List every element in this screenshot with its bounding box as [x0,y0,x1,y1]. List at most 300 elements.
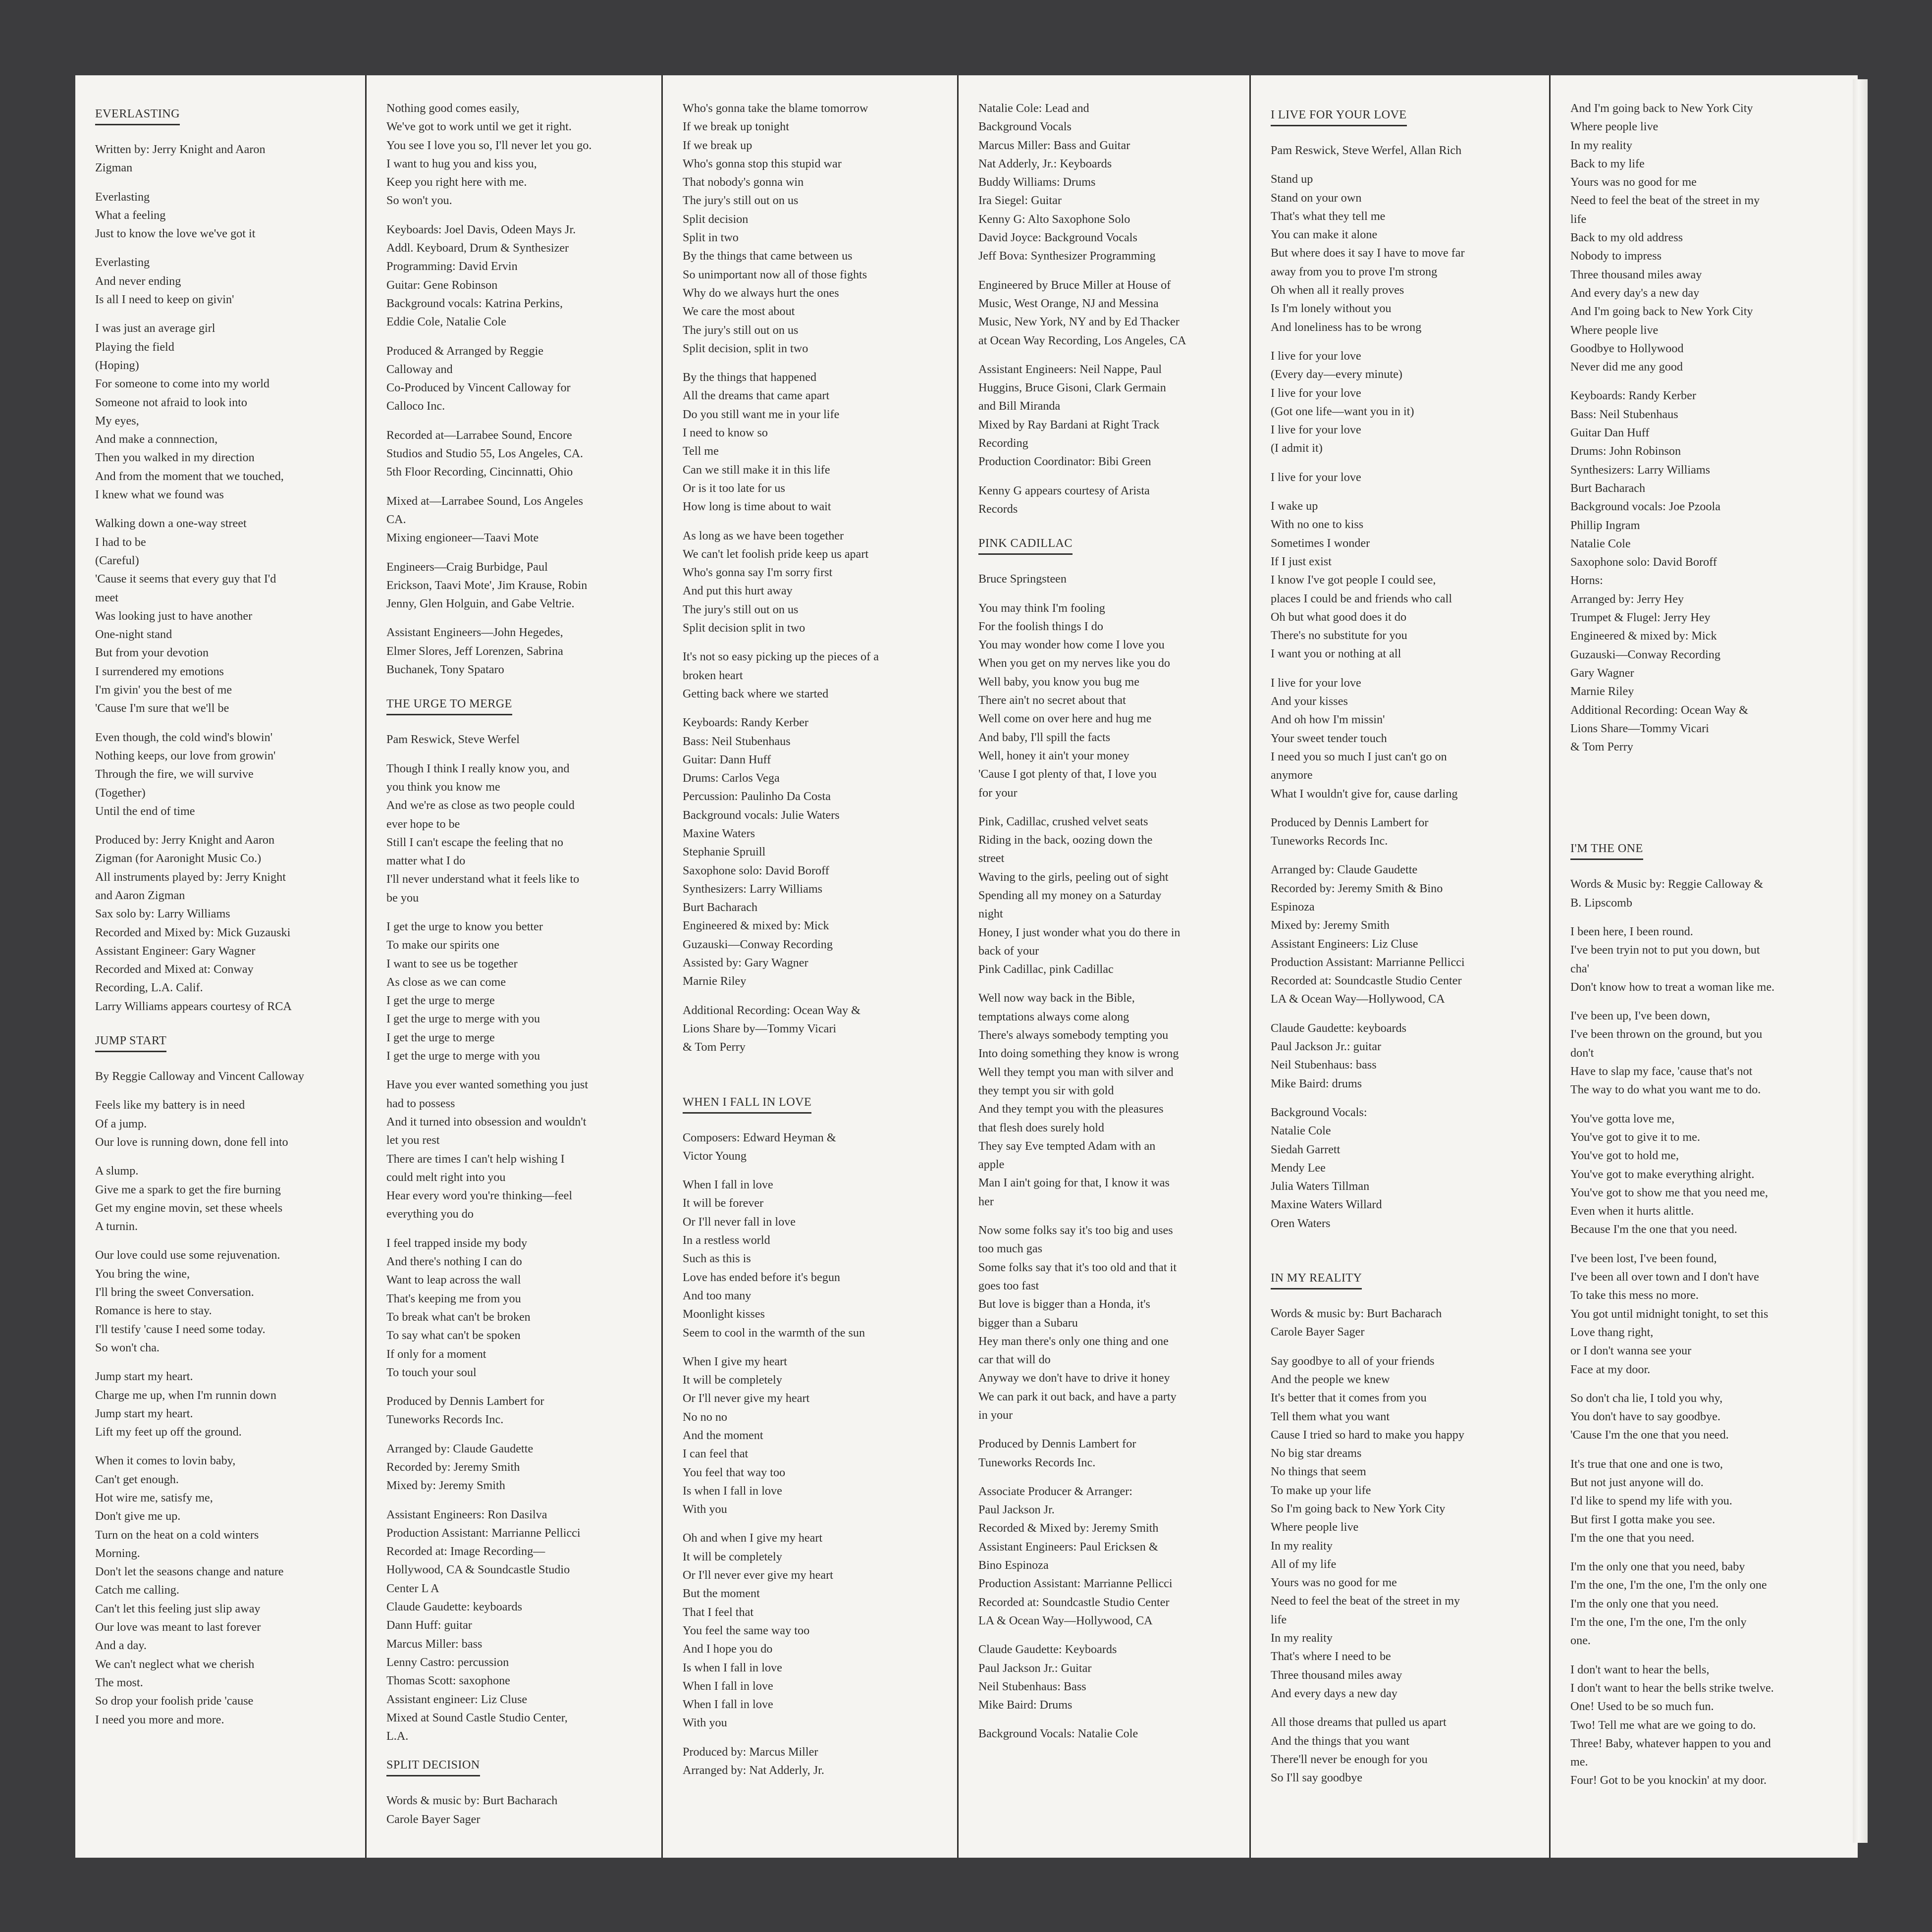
text-line: I don't want to hear the bells strike twelve. [1570,1681,1774,1695]
text-line: To break what can't be broken [386,1310,531,1324]
text-line: away from you to prove I'm strong [1271,265,1438,278]
text-line: broken heart [683,668,743,682]
text-line: ever hope to be [386,817,460,831]
text-line: When I fall in love [683,1698,773,1712]
text-line: Assistant Engineers: Neil Nappe, Paul [978,362,1162,376]
song-title: SPLIT DECISION [386,1757,480,1776]
text-line: Arranged by: Nat Adderly, Jr. [683,1764,824,1777]
text-line: I live for your love [1271,349,1361,363]
text-line: bigger than a Subaru [978,1316,1078,1330]
text-line: Additional Recording: Ocean Way & [683,1003,860,1017]
text-block [386,1234,644,1382]
text-block [978,1482,1233,1630]
text-line: I can feel that [683,1447,749,1461]
text-line: Assistant Engineer: Gary Wagner [95,944,256,958]
text-line: Your sweet tender touch [1271,731,1387,745]
text-line: everything you do [386,1207,474,1221]
text-line: Natalie Cole [1570,537,1631,550]
text-line: (Every day—every minute) [1271,368,1402,381]
text-line: I been here, I been round. [1570,924,1693,938]
text-line: Studios and Studio 55, Los Angeles, CA. [386,447,584,461]
text-line: To make up your life [1271,1483,1371,1497]
text-line: I've been thrown on the ground, but you [1570,1027,1763,1041]
text-line: To touch your soul [386,1365,477,1379]
text-line: No big star dreams [1271,1447,1362,1460]
text-line: life [1271,1612,1287,1626]
text-line: Paul Jackson Jr.: Guitar [978,1661,1092,1675]
text-line: And I'm going back to New York City [1570,102,1753,115]
text-line: A slump. [95,1164,139,1178]
text-line: Recorded at: Image Recording— [386,1545,545,1558]
text-line: So drop your foolish pride 'cause [95,1694,254,1708]
text-block [95,319,348,504]
text-line: Don't let the seasons change and nature [95,1565,284,1579]
text-line: Neil Stubenhaus: bass [1271,1058,1377,1072]
text-line: Have you ever wanted something you just [386,1078,589,1092]
text-line: Keyboards: Joel Davis, Odeen Mays Jr. [386,222,576,236]
text-block [978,1640,1233,1714]
text-line: Back to my old address [1570,231,1683,245]
text-line: that flesh does surely hold [978,1121,1104,1134]
text-line: Hear every word you're thinking—feel [386,1189,573,1203]
text-line: Three thousand miles away [1570,268,1702,281]
text-line: Kenny G appears courtesy of Arista [978,483,1150,497]
text-line: And from the moment that we touched, [95,469,284,483]
text-block [95,188,348,243]
text-line: Man I ain't going for that, I know it was [978,1176,1170,1190]
text-line: Romance is here to stay. [95,1304,212,1318]
text-line: With no one to kiss [1271,518,1364,532]
text-line: Our love could use some rejuvenation. [95,1248,280,1262]
text-block [683,527,940,638]
text-line: One! Used to be so much fun. [1570,1700,1714,1714]
text-line: Oh and when I give my heart [683,1531,823,1545]
text-line: Burt Bacharach [683,901,758,914]
text-line: What I wouldn't give for, cause darling [1271,787,1458,801]
text-line: Elmer Slores, Jeff Lorenzen, Sabrina [386,644,563,658]
text-line: Dann Huff: guitar [386,1618,472,1632]
text-line: Claude Gaudette: Keyboards [978,1643,1117,1657]
text-block [1570,1110,1841,1239]
text-line: Recorded and Mixed at: Conway [95,963,254,976]
text-line: I live for your love [1271,423,1361,437]
song-title: PINK CADILLAC [978,536,1073,555]
text-line: Tuneworks Records Inc. [978,1455,1096,1469]
text-line: Yours was no good for me [1271,1576,1397,1590]
text-line: Recorded & Mixed by: Jeremy Smith [978,1521,1159,1535]
text-block [1570,1557,1841,1650]
text-line: Assisted by: Gary Wagner [683,956,808,970]
text-line: Tell them what you want [1271,1409,1390,1423]
text-line: Production Assistant: Marrianne Pellicci [978,1577,1173,1591]
text-line: Additional Recording: Ocean Way & [1570,703,1748,717]
text-line: Julia Waters Tillman [1271,1180,1370,1193]
text-line: I've been lost, I've been found, [1570,1251,1717,1265]
text-line: As close as we can come [386,975,506,989]
text-block [1271,1103,1532,1233]
text-line: Well baby, you know you bug me [978,675,1139,689]
text-line: Arranged by: Claude Gaudette [1271,863,1418,877]
text-line: and Bill Miranda [978,399,1061,413]
text-line: Records [978,502,1018,516]
text-line: Production Coordinator: Bibi Green [978,455,1151,469]
text-line: Into doing something they know is wrong [978,1047,1179,1061]
text-line: There ain't no secret about that [978,694,1126,707]
text-line: Keep you right here with me. [386,175,527,189]
text-line: And the people we knew [1271,1372,1390,1386]
text-line: Give me a spark to get the fire burning [95,1182,281,1196]
text-line: But where does it say I have to move far [1271,246,1465,260]
text-line: Need to feel the beat of the street in my [1570,194,1760,208]
text-line: Associate Producer & Arranger: [978,1484,1132,1498]
text-line: 'Cause it seems that every guy that I'd [95,572,276,586]
text-line: But love is bigger than a Honda, it's [978,1297,1150,1311]
text-block [1570,1389,1841,1445]
text-line: All the dreams that came apart [683,389,830,403]
text-line: Turn on the heat on a cold winters [95,1528,259,1542]
text-block [95,1367,348,1441]
text-line: be you [386,891,419,905]
text-line: There are times I can't help wishing I [386,1152,565,1166]
text-line: Produced & Arranged by Reggie [386,344,544,358]
text-line: Or I'll never give my heart [683,1392,810,1405]
text-line: Cause I tried so hard to make you happy [1271,1428,1464,1442]
text-line: Moonlight kisses [683,1307,765,1321]
text-line: I need you so much I just can't go on [1271,750,1447,763]
text-line: And put this hurt away [683,584,793,598]
text-line: I get the urge to know you better [386,919,543,933]
text-line: And loneliness has to be wrong [1271,320,1422,334]
text-line: I was just an average girl [95,322,215,335]
text-line: Don't give me up. [95,1509,181,1523]
text-line: B. Lipscomb [1570,896,1632,910]
text-line: I'm the one that you need. [1570,1531,1695,1545]
text-line: Assistant Engineers—John Hegedes, [386,626,563,640]
text-line: I feel trapped inside my body [386,1236,528,1250]
text-line: For someone to come into my world [95,377,270,391]
text-line: Nobody to impress [1570,249,1662,263]
text-line: My eyes, [95,414,139,428]
text-line: You may think I'm fooling [978,601,1105,615]
text-line: Engineered & mixed by: Mick [683,919,829,933]
text-line: Kenny G: Alto Saxophone Solo [978,212,1130,226]
text-line: I've been up, I've been down, [1570,1009,1711,1023]
text-line: too much gas [978,1242,1042,1256]
text-line: Background Vocals: Natalie Cole [978,1727,1138,1741]
text-line: In my reality [1271,1539,1333,1553]
text-line: Marcus Miller: bass [386,1637,483,1651]
text-line: That's keeping me from you [386,1291,521,1305]
text-line: Where people live [1271,1520,1359,1534]
text-block [978,570,1233,588]
text-line: Hot wire me, satisfy me, [95,1491,213,1504]
text-line: I live for your love [1271,676,1361,690]
text-line: And your kisses [1271,695,1348,708]
text-line: Engineers—Craig Burbidge, Paul [386,560,548,574]
text-line: Arranged by: Jerry Hey [1570,592,1684,606]
text-line: Goodbye to Hollywood [1570,341,1684,355]
text-line: And too many [683,1288,751,1302]
text-column-3 [661,75,957,1858]
text-line: Guzauski—Conway Recording [1570,647,1720,661]
text-line: There's always somebody tempting you [978,1028,1169,1042]
text-line: And we're as close as two people could [386,799,575,812]
text-line: But first I gotta make you see. [1570,1512,1716,1526]
text-block [95,728,348,820]
text-line: Production Assistant: Marrianne Pellicci [386,1526,581,1540]
text-line: Lions Share by—Tommy Vicari [683,1021,837,1035]
text-line: I've been all over town and I don't have [1570,1270,1759,1284]
text-line: Co-Produced by Vincent Calloway for [386,381,571,395]
text-line: Is when I fall in love [683,1661,782,1674]
text-line: You've got to hold me, [1570,1149,1679,1163]
text-line: Though I think I really know you, and [386,761,570,775]
text-line: You don't have to say goodbye. [1570,1410,1720,1424]
text-line: To say what can't be spoken [386,1329,521,1342]
text-line: Stand up [1271,172,1313,186]
text-line: And it turned into obsession and wouldn't [386,1115,587,1128]
text-block [95,1451,348,1728]
text-line: Back to my life [1570,157,1645,170]
text-line: Well now way back in the Bible, [978,991,1135,1005]
text-line: You bring the wine, [95,1267,190,1281]
text-line: Nothing keeps, our love from growin' [95,749,276,762]
text-line: Anyway we don't have to drive it honey [978,1371,1170,1385]
text-line: Bruce Springsteen [978,572,1067,586]
text-line: Such as this is [683,1252,751,1266]
text-block [1570,1661,1841,1790]
text-line: No no no [683,1410,728,1424]
text-line: But the moment [683,1587,760,1601]
text-line: L.A. [386,1729,409,1743]
text-line: Assistant engineer: Liz Cluse [386,1692,528,1706]
text-line: Words & Music by: Reggie Calloway & [1570,877,1764,891]
text-line: Assistant Engineers: Ron Dasilva [386,1507,547,1521]
text-line: In my reality [1271,1631,1333,1645]
text-line: I had to be [95,535,146,549]
text-line: Zigman (for Aaronight Music Co.) [95,852,262,865]
text-block [683,1743,940,1780]
text-line: Catch me calling. [95,1583,179,1597]
text-line: I want to see us be together [386,957,518,970]
text-line: Or is it too late for us [683,481,785,495]
text-line: Four! Got to be you knockin' at my door. [1570,1773,1767,1787]
text-line: they tempt you sir with gold [978,1083,1114,1097]
text-line: You've gotta love me, [1570,1112,1675,1126]
text-line: It will be completely [683,1550,782,1563]
text-line: It's true that one and one is two, [1570,1457,1723,1471]
text-line: In my reality [1570,138,1632,152]
text-line: I need to know so [683,426,768,440]
text-line: And make a connnection, [95,432,218,446]
text-line: Produced by Dennis Lambert for [1271,815,1429,829]
text-line: Who's gonna stop this stupid war [683,157,842,170]
text-line: Mixing engioneer—Taavi Mote [386,531,539,545]
text-block [683,1001,940,1057]
text-line: anymore [1271,768,1313,782]
text-line: I don't want to hear the bells, [1570,1663,1710,1676]
text-line: Production Assistant: Marrianne Pellicci [1271,955,1465,969]
text-line: Even though, the cold wind's blowin' [95,730,273,744]
text-block [95,1067,348,1085]
text-line: The way to do what you want me to do. [1570,1083,1761,1097]
text-line: Stand on your own [1271,191,1362,205]
text-line: Siedah Garrett [1271,1142,1341,1156]
text-line: Guitar: Gene Robinson [386,278,498,292]
text-line: Sax solo by: Larry Williams [95,907,230,921]
text-line: We can't neglect what we cherish [95,1657,255,1671]
text-line: Guitar: Dann Huff [683,752,771,766]
text-block [386,1075,644,1223]
text-line: Buchanek, Tony Spataro [386,663,504,677]
text-line: and Aaron Zigman [95,888,185,902]
text-line: Split decision, split in two [683,341,808,355]
text-line: Recorded by: Jeremy Smith [386,1460,520,1474]
text-line: (Careful) [95,553,139,567]
text-block [683,1128,940,1166]
text-line: Buddy Williams: Drums [978,175,1096,189]
text-line: I'm the one, I'm the one, I'm the only one [1570,1578,1767,1592]
text-line: Mixed by: Jeremy Smith [1271,918,1390,932]
text-line: Claude Gaudette: keyboards [386,1600,523,1614]
text-line: So unimportant now all of those fights [683,268,867,281]
text-line: (Together) [95,786,146,800]
text-line: Even when it hurts alittle. [1570,1204,1694,1218]
text-line: Say goodbye to all of your friends [1271,1354,1435,1368]
text-line: Espinoza [1271,900,1315,913]
text-line: I get the urge to merge [386,1030,495,1044]
text-line: Getting back where we started [683,687,829,700]
text-block [386,342,644,416]
text-line: If only for a moment [386,1347,486,1361]
song-title: JUMP START [95,1033,166,1052]
text-line: Mixed at—Larrabee Sound, Los Angeles [386,494,583,508]
text-block [95,1096,348,1151]
text-line: Split in two [683,231,739,245]
text-block [683,713,940,990]
text-block [1271,1713,1532,1787]
text-line: could melt right into you [386,1170,506,1184]
text-line: Split decision [683,212,749,226]
text-line: For the foolish things I do [978,619,1103,633]
text-line: Maxine Waters [683,826,755,840]
text-block [95,1246,348,1357]
text-block [386,558,644,613]
text-line: Produced by: Jerry Knight and Aaron [95,833,275,847]
text-line: in your [978,1408,1013,1422]
text-line: I knew what we found was [95,488,224,502]
text-line: Everlasting [95,256,150,269]
text-line: Keyboards: Randy Kerber [683,716,808,730]
text-line: Someone not afraid to look into [95,395,247,409]
text-column-2 [365,75,661,1858]
text-block [386,759,644,907]
text-line: Or I'll never ever give my heart [683,1568,833,1582]
text-line: Don't know how to treat a woman like me. [1570,980,1775,994]
text-line: I'm the only one that you need, baby [1570,1560,1745,1574]
text-line: Background vocals: Joe Pzoola [1570,500,1720,514]
text-line: Nat Adderly, Jr.: Keyboards [978,157,1112,170]
text-line: I've been tryin not to put you down, but [1570,943,1760,957]
text-line: All of my life [1271,1557,1337,1571]
text-line: Two! Tell me what are we going to do. [1570,1718,1756,1732]
text-line: Split decision split in two [683,621,805,635]
text-line: Engineered & mixed by: Mick [1570,629,1717,643]
text-line: Waving to the girls, peeling out of sight [978,870,1169,884]
song-title: WHEN I FALL IN LOVE [683,1094,811,1114]
text-block [95,1162,348,1235]
text-line: Spending all my money on a Saturday [978,888,1162,902]
text-line: Music, West Orange, NJ and Messina [978,296,1159,310]
text-line: We can't let foolish pride keep us apart [683,547,869,561]
text-line: It will be forever [683,1196,764,1210]
text-line: Jenny, Glen Holguin, and Gabe Veltrie. [386,597,575,611]
text-line: Background vocals: Julie Waters [683,808,840,822]
text-line: I'll never understand what it feels like to [386,872,580,886]
text-line: car that will do [978,1353,1051,1367]
text-line: Lenny Castro: percussion [386,1655,509,1669]
text-line: Maxine Waters Willard [1271,1198,1382,1212]
text-line: Background Vocals [978,120,1072,134]
text-line: The most. [95,1675,143,1689]
text-line: Our love was meant to last forever [95,1620,261,1634]
text-line: Need to feel the beat of the street in my [1271,1594,1460,1608]
text-line: By Reggie Calloway and Vincent Calloway [95,1070,304,1083]
text-line: Never did me any good [1570,360,1683,374]
text-line: Tell me [683,444,719,458]
text-line: Marnie Riley [1570,685,1634,698]
text-line: Oh when all it really proves [1271,283,1404,297]
text-line: So won't cha. [95,1341,160,1354]
text-block [978,812,1233,979]
text-block [386,99,644,210]
text-block [1570,1249,1841,1379]
text-line: Pink, Cadillac, crushed velvet seats [978,814,1148,828]
text-line: One-night stand [95,628,172,642]
text-line: Mixed at Sound Castle Studio Center, [386,1711,568,1724]
text-line: Then you walked in my direction [95,451,255,465]
text-block [1271,1352,1532,1703]
text-line: I'm givin' you the best of me [95,683,232,697]
text-line: Produced by Dennis Lambert for [386,1395,544,1408]
text-line: Have to slap my face, 'cause that's not [1570,1065,1753,1078]
text-line: All those dreams that pulled us apart [1271,1716,1447,1729]
text-line: temptations always come along [978,1010,1129,1023]
text-line: Where people live [1570,323,1659,337]
text-line: If we break up tonight [683,120,789,134]
text-line: street [978,852,1005,865]
text-line: Composers: Edward Heyman & [683,1130,836,1144]
text-line: let you rest [386,1133,440,1147]
text-line: Hollywood, CA & Soundcastle Studio [386,1563,570,1577]
text-block [1570,922,1841,996]
text-line: Where people live [1570,120,1659,134]
text-line: I'm the one, I'm the one, I'm the only [1570,1615,1747,1629]
text-line: Lions Share—Tommy Vicari [1570,721,1709,735]
text-block [95,253,348,309]
text-line: Honey, I just wonder what you do there in [978,925,1181,939]
text-line: Recorded by: Jeremy Smith & Bino [1271,881,1443,895]
text-line: I wake up [1271,499,1318,513]
text-block [683,1176,940,1342]
text-line: Mixed by: Jeremy Smith [386,1479,505,1493]
text-block [1271,860,1532,1008]
text-line: (Hoping) [95,358,139,372]
text-line: You've got to make everything alright. [1570,1167,1755,1181]
text-line: Guitar Dan Huff [1570,426,1650,440]
text-block [386,1505,644,1746]
text-block [978,482,1233,519]
